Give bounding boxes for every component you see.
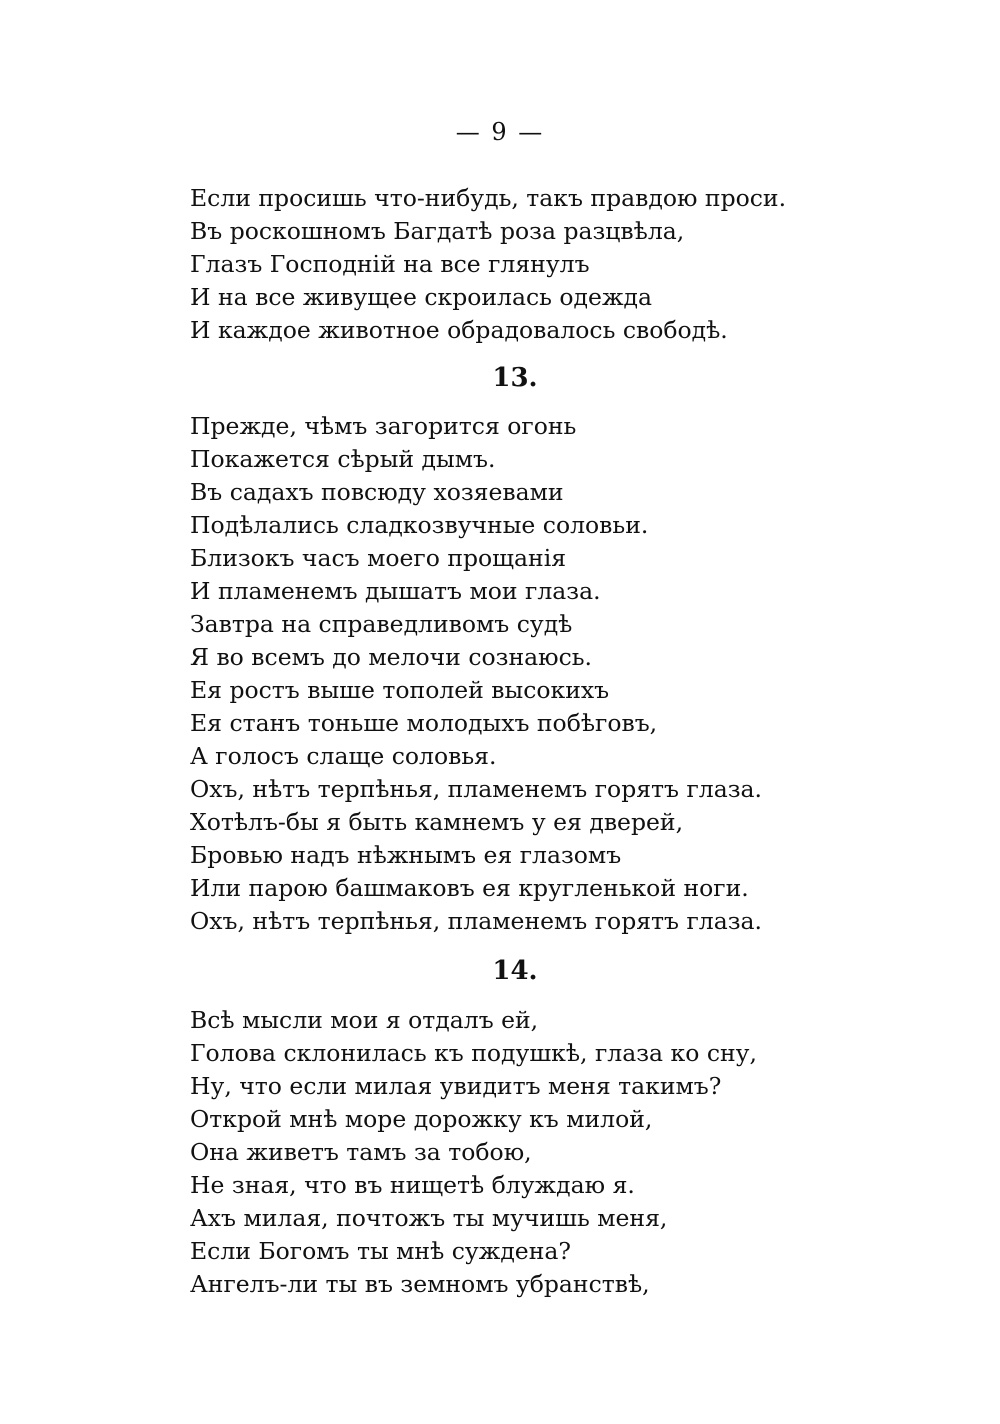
verse-line: Подѣлались сладкозвучные соловьи. bbox=[190, 511, 649, 539]
verse-line: Ахъ милая, почтожъ ты мучишь меня, bbox=[190, 1204, 668, 1232]
verse-line: Глазъ Господній на все глянулъ bbox=[190, 250, 590, 278]
verse-line: Ангелъ-ли ты въ земномъ убранствѣ, bbox=[190, 1270, 650, 1298]
verse-line: Близокъ часъ моего прощанія bbox=[190, 544, 567, 572]
verse-line: Въ роскошномъ Багдатѣ роза разцвѣла, bbox=[190, 217, 685, 245]
verse-line: И каждое животное обрадовалось свободѣ. bbox=[190, 316, 728, 344]
poem-14-body bbox=[190, 1004, 830, 1301]
verse-line: А голосъ слаще соловья. bbox=[190, 742, 497, 770]
verse-line: Или парою башмаковъ ея кругленькой ноги. bbox=[190, 874, 749, 902]
verse-line: Ея ростъ выше тополей высокихъ bbox=[190, 676, 610, 704]
verse-line: Покажется сѣрый дымъ. bbox=[190, 445, 496, 473]
verse-line: Голова склонилась къ подушкѣ, глаза ко сну, bbox=[190, 1039, 757, 1067]
verse-line: Бровью надъ нѣжнымъ ея глазомъ bbox=[190, 841, 622, 869]
verse-line: Въ садахъ повсюду хозяевами bbox=[190, 478, 564, 506]
verse-line: Открой мнѣ море дорожку къ милой, bbox=[190, 1105, 653, 1133]
verse-line: Охъ, нѣтъ терпѣнья, пламенемъ горятъ глаза. bbox=[190, 907, 763, 935]
verse-line: Ея станъ тоньше молодыхъ побѣговъ, bbox=[190, 709, 658, 737]
verse-line: Хотѣлъ-бы я быть камнемъ у ея дверей, bbox=[190, 808, 684, 836]
page-number: — 9 — bbox=[455, 118, 545, 146]
top-stanza bbox=[190, 182, 830, 347]
verse-line: Если Богомъ ты мнѣ суждена? bbox=[190, 1237, 571, 1265]
verse-line: Не зная, что въ нищетѣ блуждаю я. bbox=[190, 1171, 635, 1199]
verse-line: Прежде, чѣмъ загорится огонь bbox=[190, 412, 577, 440]
verse-line: Я во всемъ до мелочи сознаюсь. bbox=[190, 643, 593, 671]
poem-13-heading: 13. bbox=[492, 363, 538, 393]
poem-14-heading: 14. bbox=[492, 956, 538, 986]
verse-line: И на все живущее скроилась одежда bbox=[190, 283, 653, 311]
verse-line: Ну, что если милая увидитъ меня такимъ? bbox=[190, 1072, 722, 1100]
verse-line: Завтра на справедливомъ судѣ bbox=[190, 610, 573, 638]
verse-line: Охъ, нѣтъ терпѣнья, пламенемъ горятъ глаза. bbox=[190, 775, 763, 803]
poem-13-body bbox=[190, 410, 830, 938]
verse-line: Если просишь что-нибудь, такъ правдою проси. bbox=[190, 184, 787, 212]
verse-line: И пламенемъ дышатъ мои глаза. bbox=[190, 577, 601, 605]
verse-line: Она живетъ тамъ за тобою, bbox=[190, 1138, 532, 1166]
verse-line: Всѣ мысли мои я отдалъ ей, bbox=[190, 1006, 539, 1034]
